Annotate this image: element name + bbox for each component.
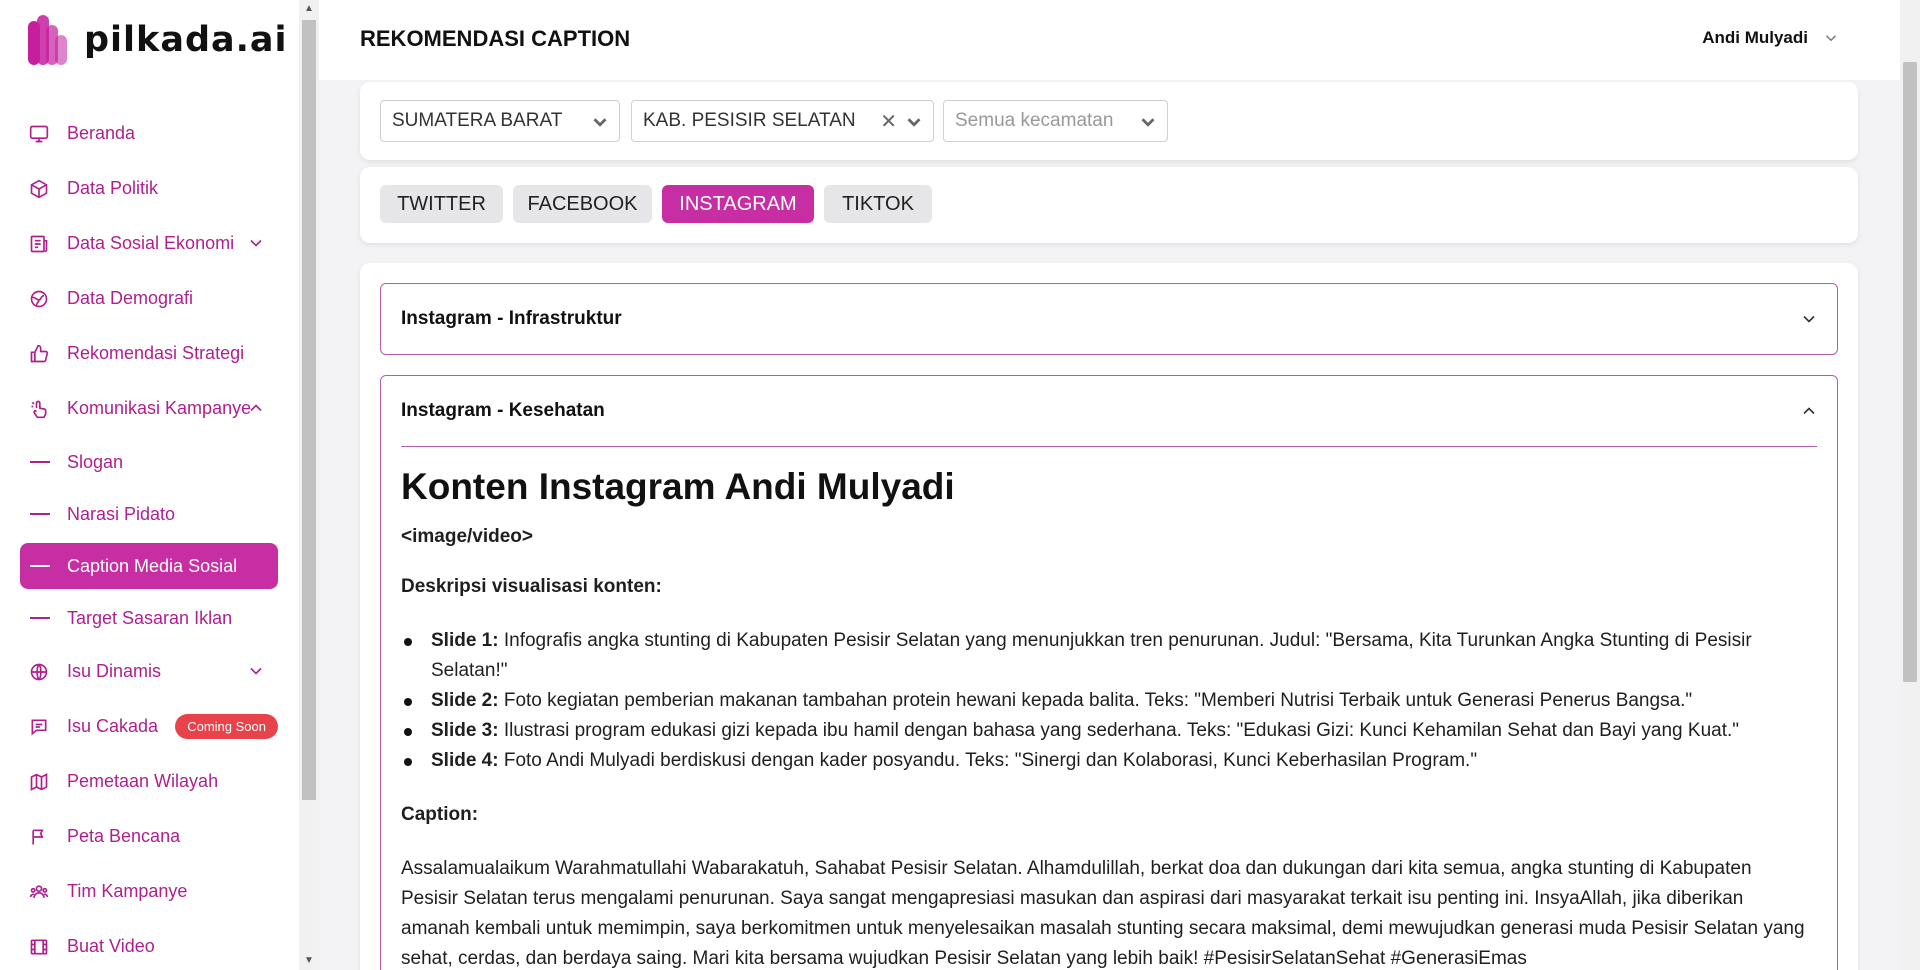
slide-list bbox=[401, 626, 1811, 776]
sidebar-item-label: Komunikasi Kampanye bbox=[67, 398, 252, 418]
sidebar-subitem-label: Narasi Pidato bbox=[67, 503, 176, 524]
chevron-down-icon bbox=[1137, 111, 1159, 133]
chevron-down-icon bbox=[903, 111, 925, 133]
generated-content bbox=[401, 466, 1811, 970]
chevron-down-icon[interactable] bbox=[1799, 309, 1819, 329]
sidebar-subitem-label: Target Sasaran Iklan bbox=[67, 607, 233, 628]
media-tag: <image/video> bbox=[401, 526, 534, 547]
sidebar-item-data-sosial-ekonomi[interactable] bbox=[20, 216, 278, 271]
sidebar-item-label: Isu Cakada bbox=[67, 716, 159, 736]
dash-icon bbox=[30, 565, 50, 567]
province-value: SUMATERA BARAT bbox=[392, 110, 563, 131]
slide-text: Foto Andi Mulyadi berdiskusi dengan kader posyandu. Teks: "Sinergi dan Kolaborasi, Kunci Keberhasilan Program." bbox=[498, 750, 1478, 771]
top-header bbox=[319, 0, 1900, 80]
list-item bbox=[401, 686, 1811, 716]
page-scrollbar-thumb[interactable] bbox=[1903, 62, 1917, 682]
sidebar-item-rekomendasi-strategi[interactable] bbox=[20, 326, 278, 381]
monitor-icon bbox=[28, 123, 50, 145]
slide-label: Slide 4: bbox=[431, 750, 499, 771]
accordion-infrastruktur[interactable] bbox=[380, 283, 1838, 355]
accordion-title: Instagram - Infrastruktur bbox=[401, 308, 622, 329]
sidebar bbox=[0, 0, 299, 970]
dash-icon bbox=[30, 461, 50, 463]
sidebar-subitem-narasi-pidato[interactable] bbox=[20, 488, 278, 540]
logo-mark-icon bbox=[28, 15, 68, 65]
sidebar-subitem-slogan[interactable] bbox=[20, 436, 278, 488]
dash-icon bbox=[30, 513, 50, 515]
page-title: REKOMENDASI CAPTION bbox=[360, 26, 631, 51]
sidebar-item-label: Data Politik bbox=[67, 178, 159, 198]
tab-instagram[interactable]: INSTAGRAM bbox=[662, 185, 814, 223]
user-menu[interactable] bbox=[1702, 28, 1840, 48]
sidebar-item-label: Buat Video bbox=[67, 936, 155, 956]
list-item bbox=[401, 626, 1811, 686]
tab-facebook[interactable]: FACEBOOK bbox=[513, 185, 652, 223]
logo[interactable] bbox=[28, 14, 288, 66]
thumbs-up-icon bbox=[28, 343, 50, 365]
sidebar-item-buat-video[interactable] bbox=[20, 919, 278, 970]
district-placeholder: Semua kecamatan bbox=[955, 110, 1114, 131]
slide-text: Ilustrasi program edukasi gizi kepada ibu hamil dengan bahasa yang sederhana. Teks: "Edukasi Gizi: Kunci Kehamilan Sehat dan Bayi yang Kuat." bbox=[498, 720, 1740, 741]
caption-content-card bbox=[360, 263, 1858, 970]
chevron-up-icon[interactable] bbox=[1799, 401, 1819, 421]
sidebar-item-label: Tim Kampanye bbox=[67, 881, 188, 901]
map-icon bbox=[28, 771, 50, 793]
caption-text: Assalamualaikum Warahmatullahi Wabarakatuh, Sahabat Pesisir Selatan. Alhamdulillah, berkat doa dan dukungan dari kita semua, angka stunting di Kabupaten Pesisir Selatan terus mengalami penurunan. Saya sangat mengapresiasi masukan dan aspirasi dari masyarakat terkait isu penting ini. InsyaAllah, jika diberikan amanah kembali untuk memimpin, saya berkomitmen untuk menyelesaikan masalah stunting secara maksimal, demi mewujudkan generasi muda Pesisir Selatan yang sehat, cerdas, dan berdaya saing. Mari kita bersama wujudkan Pesisir Selatan yang lebih baik! #PesisirSelatanSehat #GenerasiEmas bbox=[401, 858, 1805, 969]
slide-text: Foto kegiatan pemberian makanan tambahan protein hewani kepada balita. Teks: "Memberi Nutrisi Terbaik untuk Generasi Penerus Bangsa." bbox=[498, 690, 1693, 711]
sidebar-item-label: Beranda bbox=[67, 123, 136, 143]
sidebar-item-label: Isu Dinamis bbox=[67, 661, 162, 681]
description-label: Deskripsi visualisasi konten: bbox=[401, 576, 662, 597]
sidebar-item-data-demografi[interactable] bbox=[20, 271, 278, 326]
sidebar-subitem-caption-media-sosial[interactable] bbox=[20, 543, 278, 589]
list-item bbox=[401, 746, 1811, 776]
accordion-kesehatan[interactable] bbox=[380, 375, 1838, 970]
accordion-divider bbox=[401, 446, 1817, 447]
page-scrollbar[interactable] bbox=[1900, 0, 1920, 970]
globe-icon bbox=[28, 661, 50, 683]
caption-label: Caption: bbox=[401, 804, 479, 825]
sidebar-item-tim-kampanye[interactable] bbox=[20, 864, 278, 919]
chevron-down-icon bbox=[1822, 29, 1840, 47]
regency-select[interactable] bbox=[631, 100, 934, 142]
sidebar-item-data-politik[interactable] bbox=[20, 161, 278, 216]
sidebar-item-pemetaan-wilayah[interactable] bbox=[20, 754, 278, 809]
district-select[interactable] bbox=[943, 100, 1168, 142]
platform-tabs-card bbox=[360, 167, 1858, 243]
slide-label: Slide 3: bbox=[431, 720, 499, 741]
team-icon bbox=[28, 881, 50, 903]
scroll-down-arrow-icon[interactable]: ▼ bbox=[304, 955, 314, 966]
sidebar-item-label: Pemetaan Wilayah bbox=[67, 771, 219, 791]
sidebar-subitem-label: Caption Media Sosial bbox=[67, 555, 238, 576]
dash-icon bbox=[30, 617, 50, 619]
chat-icon bbox=[28, 716, 50, 738]
clear-icon[interactable]: ✕ bbox=[880, 111, 897, 133]
chevron-down-icon[interactable] bbox=[246, 661, 266, 681]
sidebar-item-label: Peta Bencana bbox=[67, 826, 181, 846]
pointer-icon bbox=[28, 398, 50, 420]
sidebar-item-isu-dinamis[interactable] bbox=[20, 644, 278, 699]
sidebar-scrollbar[interactable] bbox=[299, 0, 319, 970]
slide-text: Infografis angka stunting di Kabupaten Pesisir Selatan yang menunjukkan tren penurunan. Judul: "Bersama, Kita Turunkan Angka Stunting di Pesisir Selatan!" bbox=[431, 630, 1752, 681]
accordion-title: Instagram - Kesehatan bbox=[401, 400, 605, 421]
flag-icon bbox=[28, 826, 50, 848]
sidebar-scrollbar-thumb[interactable] bbox=[302, 20, 316, 800]
chevron-down-icon bbox=[589, 111, 611, 133]
regency-value: KAB. PESISIR SELATAN bbox=[643, 110, 856, 131]
sidebar-item-isu-cakada[interactable] bbox=[20, 699, 278, 754]
tab-twitter[interactable]: TWITTER bbox=[380, 185, 503, 223]
slide-label: Slide 2: bbox=[431, 690, 499, 711]
sidebar-subitem-target-sasaran-iklan[interactable] bbox=[20, 592, 278, 644]
sidebar-nav bbox=[20, 106, 278, 970]
content-heading: Konten Instagram Andi Mulyadi bbox=[401, 466, 955, 507]
list-item bbox=[401, 716, 1811, 746]
sidebar-item-peta-bencana[interactable] bbox=[20, 809, 278, 864]
tab-tiktok[interactable]: TIKTOK bbox=[824, 185, 932, 223]
chevron-down-icon[interactable] bbox=[246, 233, 266, 253]
slide-label: Slide 1: bbox=[431, 630, 499, 651]
sidebar-item-komunikasi-kampanye[interactable] bbox=[20, 381, 278, 436]
film-icon bbox=[28, 936, 50, 958]
sidebar-item-beranda[interactable] bbox=[20, 106, 278, 161]
newspaper-icon bbox=[28, 233, 50, 255]
chevron-up-icon[interactable] bbox=[246, 398, 266, 418]
sidebar-item-label: Data Sosial Ekonomi bbox=[67, 233, 235, 253]
sidebar-item-label: Rekomendasi Strategi bbox=[67, 343, 245, 363]
scroll-up-arrow-icon[interactable]: ▲ bbox=[304, 3, 314, 14]
sidebar-subitem-label: Slogan bbox=[67, 451, 124, 472]
user-name: Andi Mulyadi bbox=[1702, 28, 1808, 47]
coming-soon-badge: Coming Soon bbox=[175, 714, 278, 739]
sidebar-item-label: Data Demografi bbox=[67, 288, 194, 308]
region-filter-card bbox=[360, 82, 1858, 160]
cube-icon bbox=[28, 178, 50, 200]
province-select[interactable] bbox=[380, 100, 620, 142]
globe-icon bbox=[28, 288, 50, 310]
logo-text: pilkada.ai bbox=[84, 20, 288, 60]
